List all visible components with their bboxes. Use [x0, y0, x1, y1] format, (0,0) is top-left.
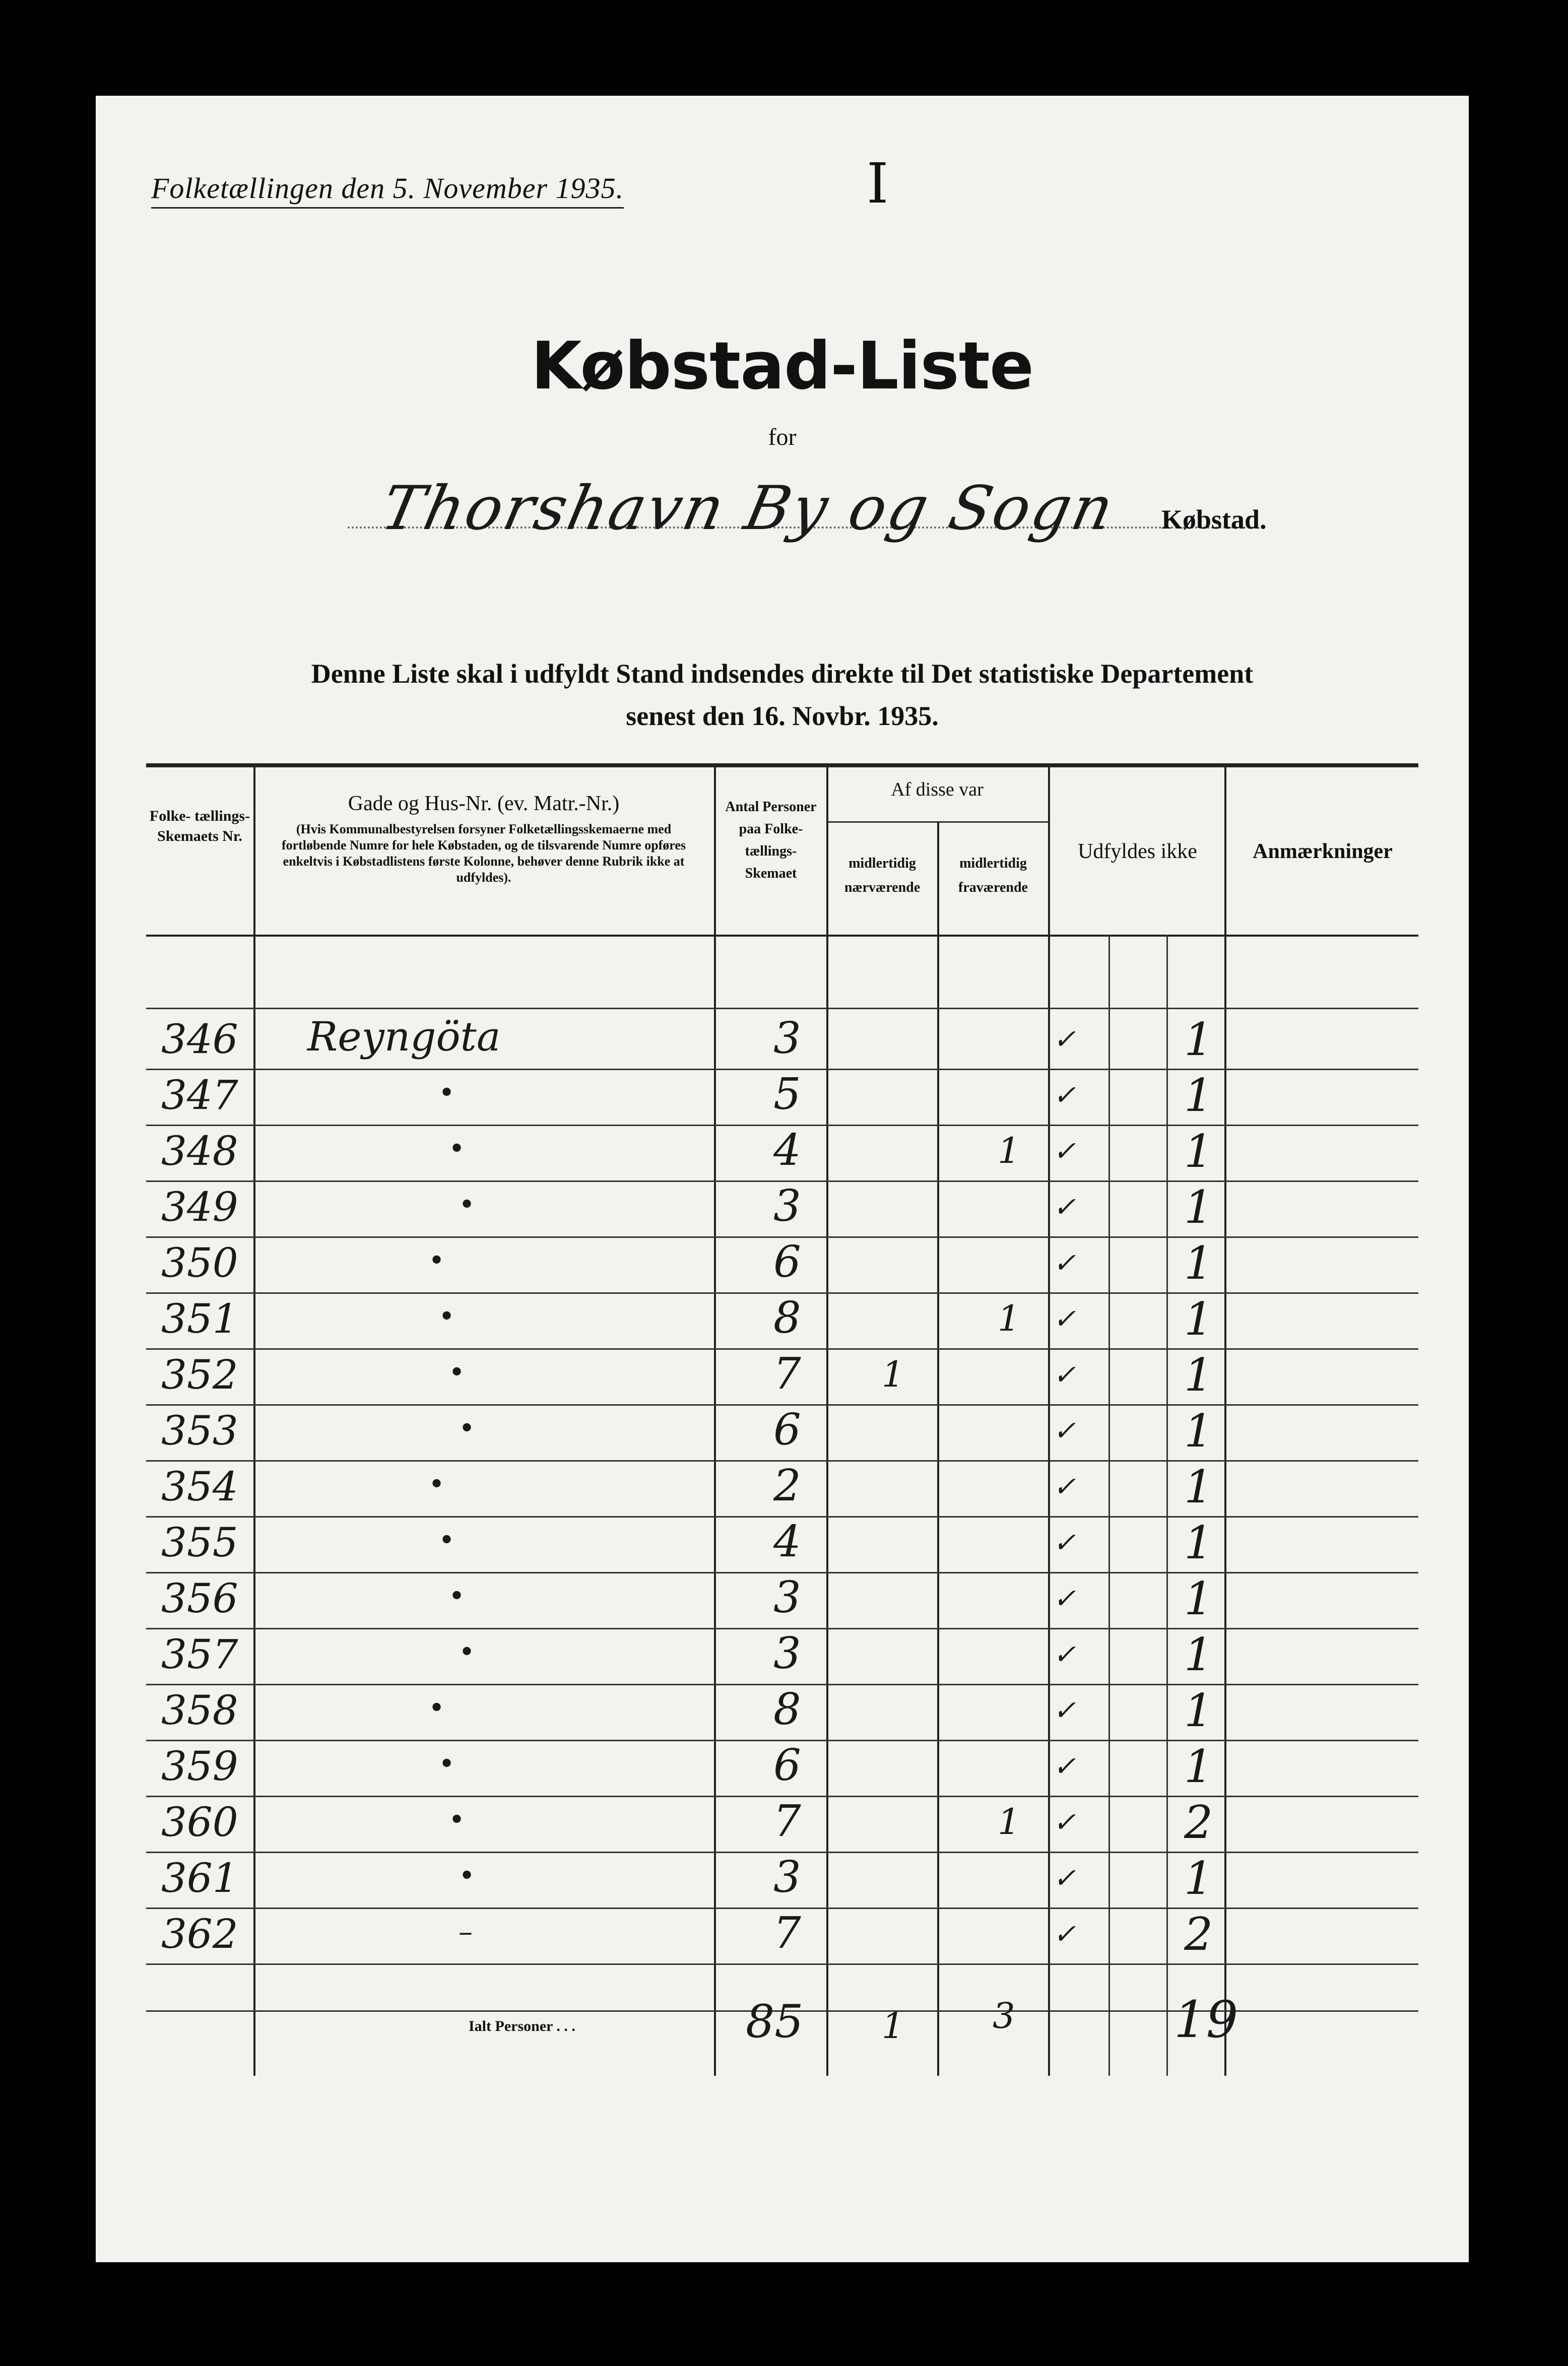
cell-persons: 7	[773, 1796, 801, 1847]
cell-check: ✓	[1053, 1359, 1076, 1391]
cell-street: •	[459, 1636, 476, 1669]
cell-skema-nr: 352	[161, 1351, 238, 1398]
cell-street: •	[428, 1468, 445, 1501]
cell-mark: 1	[1184, 1628, 1213, 1681]
cell-persons: 8	[773, 1684, 801, 1735]
cell-persons: 6	[773, 1740, 801, 1791]
cell-mark: 1	[1184, 1461, 1213, 1514]
cell-mark: 1	[1184, 1852, 1213, 1905]
cell-check: ✓	[1053, 1023, 1076, 1055]
header-col-skema-nr: Folke- tællings- Skemaets Nr.	[149, 808, 250, 844]
table-header-rule	[146, 935, 1418, 937]
cell-persons: 3	[773, 1572, 801, 1623]
cell-street: •	[459, 1860, 476, 1892]
col-line-3	[826, 766, 828, 2076]
instruction-line-2: senest den 16. Novbr. 1935.	[626, 701, 939, 731]
totals-label: Ialt Personer . . .	[469, 2018, 575, 2034]
cell-skema-nr: 347	[161, 1072, 238, 1119]
cell-skema-nr: 349	[161, 1184, 238, 1230]
form-title: Købstad-Liste	[531, 327, 1034, 404]
cell-persons: 3	[773, 1628, 801, 1679]
cell-check: ✓	[1053, 1471, 1076, 1502]
census-date-line: Folketællingen den 5. November 1935.	[151, 171, 624, 209]
cell-skema-nr: 357	[161, 1631, 238, 1678]
cell-street: •	[448, 1356, 466, 1389]
cell-mark: 1	[1184, 1069, 1213, 1122]
cell-skema-nr: 356	[161, 1575, 238, 1622]
cell-skema-nr: 350	[161, 1239, 238, 1286]
cell-mark: 1	[1184, 1181, 1213, 1234]
totals-persons: 85	[746, 1995, 804, 2048]
cell-street: •	[438, 1748, 455, 1781]
row-rule	[146, 1963, 1418, 1965]
col-line-6b	[1166, 935, 1168, 2076]
cell-mark: 1	[1184, 1125, 1213, 1178]
header-col-persons: Antal Personer paa Folke- tællings- Skemaet	[725, 799, 817, 881]
cell-skema-nr: 359	[161, 1743, 238, 1790]
cell-street: •	[438, 1300, 455, 1333]
roman-numeral: I	[867, 151, 889, 216]
cell-persons: 3	[773, 1852, 801, 1902]
cell-persons: 6	[773, 1237, 801, 1287]
cell-persons: 2	[773, 1461, 801, 1511]
cell-skema-nr: 361	[161, 1855, 238, 1901]
cell-check: ✓	[1053, 1583, 1076, 1614]
header-col-street-note: (Hvis Kommunalbestyrelsen forsyner Folketællingsskemaerne med fortløbende Numre for hele Købstaden, og de tilsvarende Numre opføres enkeltvis i Købstadlistens første Kolonne, behøver denne Rubrik ikke at udfyldes).	[281, 822, 686, 885]
header-col-street-title: Gade og Hus-Nr. (ev. Matr.-Nr.)	[348, 792, 620, 815]
header-col-absent: midlertidig fraværende	[958, 856, 1028, 895]
for-label: for	[768, 424, 797, 450]
header-col-present: midlertidig nærværende	[844, 856, 921, 895]
cell-check: ✓	[1053, 1247, 1076, 1279]
instruction-line-1: Denne Liste skal i udfyldt Stand indsendes direkte til Det statistiske Departement	[311, 659, 1254, 689]
cell-persons: 5	[773, 1069, 801, 1120]
cell-absent: 1	[998, 1801, 1020, 1843]
cell-persons: 3	[773, 1181, 801, 1231]
cell-check: ✓	[1053, 1918, 1076, 1950]
cell-persons: 3	[773, 1013, 801, 1064]
cell-skema-nr: 351	[161, 1295, 238, 1342]
cell-mark: 2	[1184, 1908, 1213, 1961]
totals-present: 1	[882, 2005, 904, 2047]
cell-skema-nr: 360	[161, 1799, 238, 1846]
cell-check: ✓	[1053, 1527, 1076, 1558]
col-line-5	[1048, 766, 1050, 2076]
cell-check: ✓	[1053, 1135, 1076, 1167]
cell-absent: 1	[998, 1298, 1020, 1339]
place-handwritten: Thorshavn By og Sogn	[375, 474, 1122, 544]
cell-check: ✓	[1053, 1638, 1076, 1670]
cell-skema-nr: 358	[161, 1687, 238, 1734]
cell-mark: 1	[1184, 1517, 1213, 1569]
cell-check: ✓	[1053, 1079, 1076, 1111]
cell-street: •	[438, 1077, 455, 1109]
cell-street: •	[438, 1524, 455, 1557]
cell-check: ✓	[1053, 1415, 1076, 1447]
cell-persons: 8	[773, 1293, 801, 1343]
row-rule	[146, 1008, 1418, 1009]
instruction-text	[96, 652, 1469, 737]
cell-mark: 1	[1184, 1572, 1213, 1625]
cell-present: 1	[882, 1354, 904, 1395]
table-top-rule	[146, 763, 1418, 767]
place-suffix: Købstad.	[1161, 504, 1267, 535]
cell-street: –	[459, 1916, 473, 1948]
cell-persons: 6	[773, 1405, 801, 1455]
col-line-2	[714, 766, 716, 2076]
cell-skema-nr: 354	[161, 1463, 238, 1510]
cell-persons: 7	[773, 1908, 801, 1958]
cell-check: ✓	[1053, 1694, 1076, 1726]
cell-check: ✓	[1053, 1862, 1076, 1894]
cell-mark: 1	[1184, 1237, 1213, 1290]
cell-street: •	[428, 1692, 445, 1725]
cell-street: •	[448, 1580, 466, 1613]
cell-persons: 4	[773, 1517, 801, 1567]
cell-mark: 1	[1184, 1013, 1213, 1066]
col-line-7	[1224, 766, 1226, 2076]
cell-street: •	[448, 1804, 466, 1836]
cell-skema-nr: 362	[161, 1911, 238, 1957]
cell-mark: 2	[1184, 1796, 1213, 1849]
cell-mark: 1	[1184, 1684, 1213, 1737]
col-line-4	[937, 821, 939, 2076]
census-form-page	[96, 96, 1469, 2262]
totals-mark: 19	[1174, 1990, 1238, 2049]
cell-check: ✓	[1053, 1191, 1076, 1223]
col-line-6a	[1108, 935, 1110, 2076]
cell-skema-nr: 353	[161, 1407, 238, 1454]
totals-absent: 3	[993, 1995, 1015, 2036]
cell-persons: 7	[773, 1349, 801, 1399]
cell-mark: 1	[1184, 1349, 1213, 1402]
cell-mark: 1	[1184, 1740, 1213, 1793]
cell-street: Reyngöta	[307, 1013, 501, 1060]
cell-check: ✓	[1053, 1303, 1076, 1335]
header-group-af-disse: Af disse var	[891, 779, 984, 800]
col-line-1	[253, 766, 255, 2076]
cell-skema-nr: 346	[161, 1016, 238, 1063]
cell-skema-nr: 355	[161, 1519, 238, 1566]
cell-persons: 4	[773, 1125, 801, 1175]
cell-street: •	[459, 1412, 476, 1445]
cell-street: •	[428, 1244, 445, 1277]
cell-absent: 1	[998, 1130, 1020, 1171]
cell-check: ✓	[1053, 1806, 1076, 1838]
cell-skema-nr: 348	[161, 1128, 238, 1174]
cell-mark: 1	[1184, 1293, 1213, 1346]
cell-mark: 1	[1184, 1405, 1213, 1458]
cell-street: •	[448, 1133, 466, 1165]
header-col-remarks: Anmærkninger	[1253, 840, 1393, 863]
cell-street: •	[459, 1189, 476, 1221]
header-col-udfyldes-ikke: Udfyldes ikke	[1078, 840, 1197, 863]
cell-check: ✓	[1053, 1750, 1076, 1782]
